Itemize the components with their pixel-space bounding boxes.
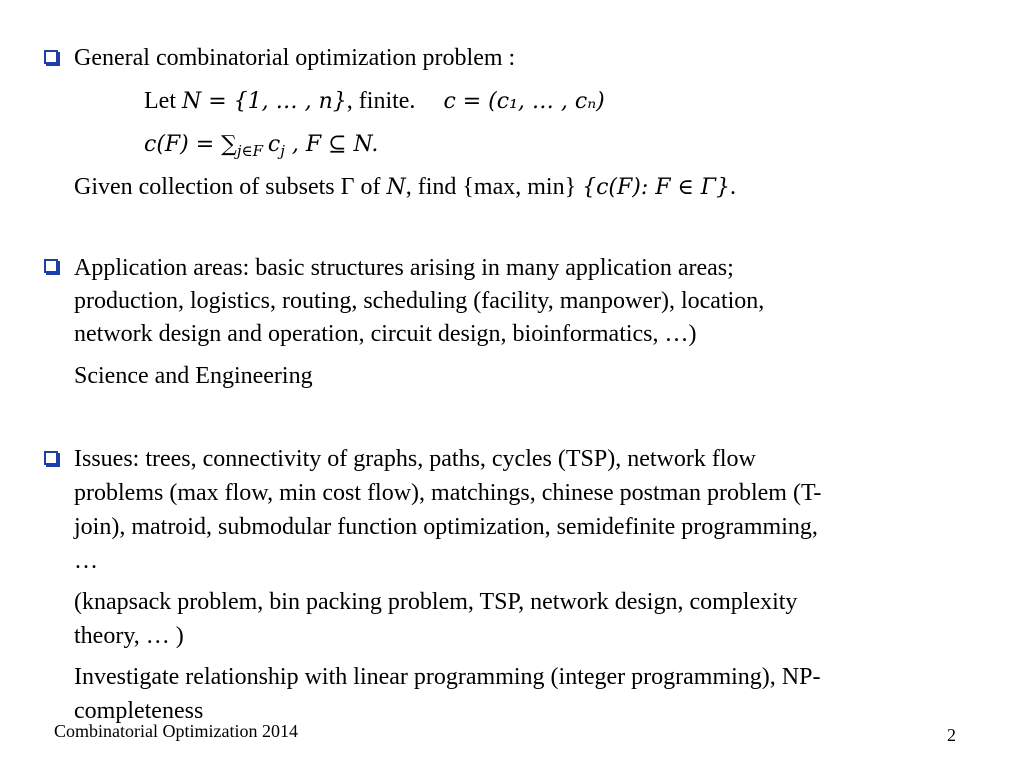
hollow-square-bullet-icon bbox=[44, 259, 58, 273]
hollow-square-bullet-icon bbox=[44, 451, 58, 465]
issues-line-3: join), matroid, submodular function optimization, semidefinite programming, bbox=[74, 514, 818, 540]
applications-line-4: Science and Engineering bbox=[74, 363, 313, 389]
c-j-subscript: j bbox=[280, 142, 285, 160]
given-prefix: Given collection of subsets Γ of bbox=[74, 174, 387, 200]
given-set-formula: {c(F): F ∈ Γ} bbox=[582, 175, 731, 200]
issues-line-8: completeness bbox=[74, 698, 204, 724]
page-number: 2 bbox=[947, 725, 956, 745]
applications-line-3: network design and operation, circuit design, bioinformatics, …) bbox=[74, 321, 697, 347]
given-mid: , find {max, min} bbox=[405, 174, 583, 200]
footer-course-title: Combinatorial Optimization 2014 bbox=[54, 721, 298, 741]
given-collection-line bbox=[74, 171, 736, 204]
issues-line-7: Investigate relationship with linear programming (integer programming), NP- bbox=[74, 664, 821, 690]
issues-line-5: (knapsack problem, bin packing problem, TSP, network design, complexity bbox=[74, 589, 798, 615]
issues-line-2: problems (max flow, min cost flow), matchings, chinese postman problem (T- bbox=[74, 480, 822, 506]
c-j-term: c bbox=[267, 132, 281, 157]
applications-line-1: Application areas: basic structures arising in many application areas; bbox=[74, 255, 734, 281]
subset-formula: , F ⊆ N. bbox=[284, 132, 379, 157]
applications-line-2: production, logistics, routing, scheduling (facility, manpower), location, bbox=[74, 288, 765, 314]
issues-line-6: theory, … ) bbox=[74, 623, 184, 649]
let-label: Let bbox=[144, 88, 182, 114]
sum-index: j∈F bbox=[236, 142, 264, 160]
cost-of-f-formula: c(F) = ∑ bbox=[144, 132, 237, 157]
set-definition-line bbox=[144, 85, 605, 118]
set-n-formula: N = {1, … , n} bbox=[181, 89, 347, 114]
given-end: . bbox=[730, 174, 737, 200]
finite-label: , finite. bbox=[346, 88, 416, 114]
issues-line-4: … bbox=[74, 548, 98, 574]
issues-line-1: Issues: trees, connectivity of graphs, paths, cycles (TSP), network flow bbox=[74, 446, 756, 472]
cost-vector-formula: c = (c₁, … , cₙ) bbox=[443, 89, 605, 114]
cost-sum-line bbox=[144, 128, 378, 161]
given-n: N bbox=[386, 175, 406, 200]
hollow-square-bullet-icon bbox=[44, 50, 58, 64]
section1-heading: General combinatorial optimization problem : bbox=[74, 45, 516, 71]
